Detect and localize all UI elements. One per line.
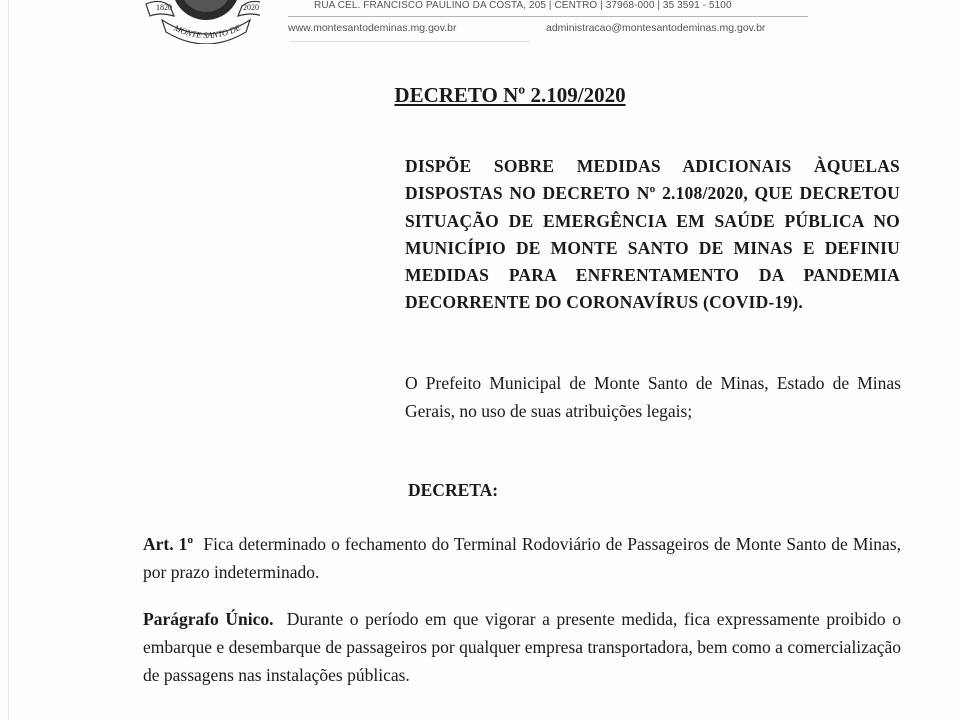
sole-paragraph <box>143 605 901 689</box>
header-website-link[interactable]: www.montesantodeminas.mg.gov.br <box>288 22 457 34</box>
article-1-text: Fica determinado o fechamento do Terminal Rodoviário de Passageiros de Monte Santo de Minas, por prazo indeterminado. <box>143 534 902 582</box>
sole-paragraph-label: Parágrafo Único. <box>143 609 274 629</box>
header-divider <box>288 16 808 17</box>
seal-year-left: 1820 <box>156 3 172 12</box>
seal-year-right: 2020 <box>243 3 259 12</box>
municipal-seal-icon <box>140 0 260 44</box>
decree-summary: DISPÕE SOBRE MEDIDAS ADICIONAIS ÀQUELAS DISPOSTAS NO DECRETO Nº 2.108/2020, QUE DECRETOU SITUAÇÃO DE EMERGÊNCIA EM SAÚDE PÚBLICA NO MUNICÍPIO DE MONTE SANTO DE MINAS E DEFINIU MEDIDAS PARA ENFRENTAMENTO DA PANDEMIA DECORRENTE DO CORONAVÍRUS (COVID-19). <box>405 156 900 313</box>
decree-enactment: DECRETA: <box>408 480 499 500</box>
sole-paragraph-text: Durante o período em que vigorar a presente medida, fica expressamente proibido o embarque e desembarque de passageiros por qualquer empresa transportadora, bem como a comercialização de passagens nas instalações públicas. <box>143 609 901 685</box>
decree-title: DECRETO Nº 2.109/2020 <box>394 83 626 107</box>
article-1-label: Art. 1º <box>143 534 194 554</box>
seal-ribbon-text: MONTE SANTO DE <box>172 22 242 41</box>
scan-edge <box>8 0 9 720</box>
header-address: RUA CEL. FRANCISCO PAULINO DA COSTA, 205 | CENTRO | 37968-000 | 35 3591 - 5100 <box>314 0 732 11</box>
decree-preamble: O Prefeito Municipal de Monte Santo de Minas, Estado de Minas Gerais, no uso de suas atribuições legais; <box>405 373 901 421</box>
header-divider-secondary <box>290 41 530 42</box>
article-1 <box>143 530 901 586</box>
header-email-link[interactable]: administracao@montesantodeminas.mg.gov.br <box>546 22 766 34</box>
